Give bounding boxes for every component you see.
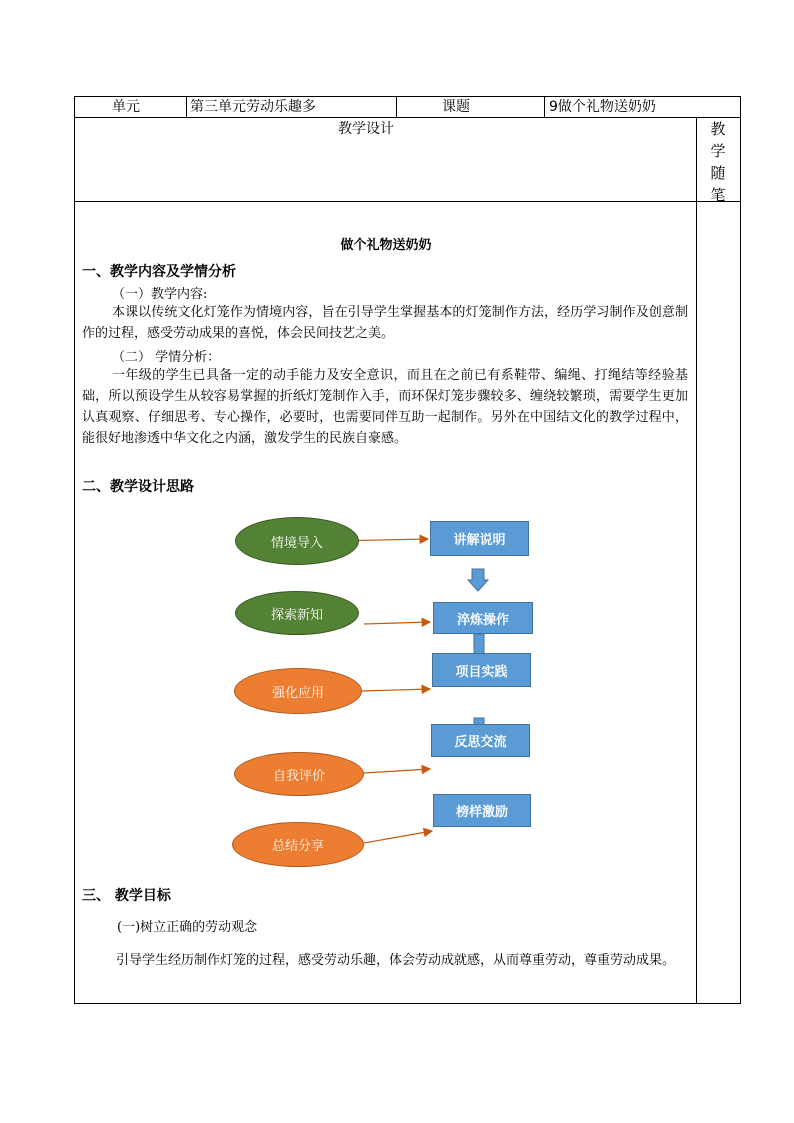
flow-box-explain: 讲解说明 <box>430 521 529 556</box>
flow-box-reflect: 反思交流 <box>431 724 530 757</box>
flow-box-practice: 淬炼操作 <box>433 602 533 634</box>
notes-label-1: 教 <box>710 120 726 138</box>
lesson-value: 9做个礼物送奶奶 <box>549 99 656 115</box>
flow-step-self-eval: 自我评价 <box>234 752 364 796</box>
flow-box-model: 榜样激励 <box>433 794 531 827</box>
notes-label-4: 笔 <box>710 186 726 204</box>
section3-sub1: (一)树立正确的劳动观念 <box>117 920 258 935</box>
arrow-4 <box>364 769 430 773</box>
flow-box-project: 项目实践 <box>432 653 531 687</box>
arrow-5 <box>364 831 432 843</box>
flow-step-explore: 探索新知 <box>235 591 359 635</box>
unit-value: 第三单元劳动乐趣多 <box>190 99 316 115</box>
section1-para2: 一年级的学生已具备一定的动手能力及安全意识，而且在之前已有系鞋带、编绳、打绳结等经验基础，所以预设学生从较容易掌握的折纸灯笼制作入手，而环保灯笼步骤较多、缠绕较繁琐，需要学生更加认真观察、仔细思考、专心操作，必要时，也需要同伴互助一起制作。另外在中国结文化的教学过程中，能很好地渗透中华文化之内涵，激发学生的民族自豪感。 <box>82 368 688 446</box>
section3-heading: 三、 教学目标 <box>82 888 171 904</box>
unit-label: 单元 <box>112 99 140 115</box>
flow-step-reinforce: 强化应用 <box>234 668 362 714</box>
notes-label-2: 学 <box>710 142 726 160</box>
section1-sub1: （一）教学内容: <box>112 287 208 302</box>
lesson-label: 课题 <box>442 99 470 115</box>
design-label: 教学设计 <box>338 121 394 137</box>
section1-sub2: （二） 学情分析： <box>112 350 221 365</box>
section2-heading: 二、教学设计思路 <box>82 479 194 495</box>
down-arrow-1 <box>468 569 488 591</box>
flow-step-situation-intro: 情境导入 <box>235 517 359 565</box>
connector-bar <box>474 634 484 654</box>
flow-step-summary: 总结分享 <box>232 822 364 867</box>
arrow-2 <box>364 622 430 624</box>
section1-para1: 本课以传统文化灯笼作为情境内容，旨在引导学生掌握基本的灯笼制作方法，经历学习制作及创意制作的过程，感受劳动成果的喜悦，体会民间技艺之美。 <box>82 305 688 341</box>
section3-para1: 引导学生经历制作灯笼的过程，感受劳动乐趣，体会劳动成就感，从而尊重劳动，尊重劳动成果。 <box>116 953 676 968</box>
arrow-3 <box>362 689 430 691</box>
document-title: 做个礼物送奶奶 <box>340 238 432 253</box>
section1-heading: 一、教学内容及学情分析 <box>82 264 236 280</box>
notes-label-3: 随 <box>710 164 726 182</box>
